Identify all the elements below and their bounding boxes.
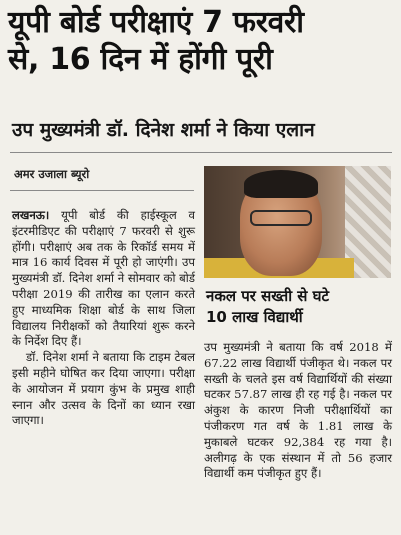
headline-line-1: यूपी बोर्ड परीक्षाएं 7 फरवरी <box>8 5 304 40</box>
secondary-headline-line-1: नकल पर सख्ती से घटे <box>206 287 330 305</box>
portrait-photo <box>204 166 391 278</box>
subheadline: उप मुख्यमंत्री डॉ. दिनेश शर्मा ने किया एलान <box>12 119 315 141</box>
article-body-right <box>204 340 392 482</box>
paragraph-1 <box>12 208 195 350</box>
byline: अमर उजाला ब्यूरो <box>14 167 90 181</box>
headline <box>8 4 394 78</box>
dateline: लखनऊ। <box>12 208 50 222</box>
photo-glasses <box>250 210 312 226</box>
byline-divider <box>10 190 194 191</box>
headline-line-2: से, 16 दिन में होंगी पूरी <box>8 42 273 77</box>
secondary-headline <box>206 286 392 328</box>
secondary-headline-line-2: 10 लाख विद्यार्थी <box>206 308 303 326</box>
article-body-left <box>12 208 195 429</box>
photo-hair <box>244 170 318 198</box>
paragraph-3: उप मुख्यमंत्री ने बताया कि वर्ष 2018 में 67.22 लाख विद्यार्थी पंजीकृत थे। नकल पर सख्ती के चलते इस वर्ष विद्यार्थियों की संख्या घटकर 57.87 लाख ही रह गई है। नकल पर अंकुश के कारण निजी परीक्षार्थियों का पंजीकरण गत वर्ष के 1.81 लाख के मुकाबले घटकर 92,384 रह गया है। अलीगढ़ के एक संस्थान में तो 56 हजार विद्यार्थी कम पंजीकृत हुए हैं। <box>204 340 392 481</box>
paragraph-1-text: यूपी बोर्ड की हाईस्कूल व इंटरमीडिएट की परीक्षाएं 7 फरवरी से शुरू होंगी। परीक्षाएं अब तक के रिकॉर्ड समय में मात्र 16 कार्य दिवस में पूरी हो जाएंगी। उप मुख्यमंत्री डॉ. दिनेश शर्मा ने सोमवार को बोर्ड परीक्षा 2019 की तारीख का एलान करते हुए माध्यमिक शिक्षा बोर्ड के साथ जिला विद्यालय निरीक्षकों को तैयारियां शुरू करने के निर्देश दिए हैं। <box>12 208 196 349</box>
paragraph-2: डॉ. दिनेश शर्मा ने बताया कि टाइम टेबल इसी महीने घोषित कर दिया जाएगा। परीक्षा के आयोजन में प्रयाग कुंभ के प्रमुख शाही स्नान और उत्सव के दिनों का ध्यान रखा जाएगा। <box>12 350 195 428</box>
divider <box>10 152 392 153</box>
